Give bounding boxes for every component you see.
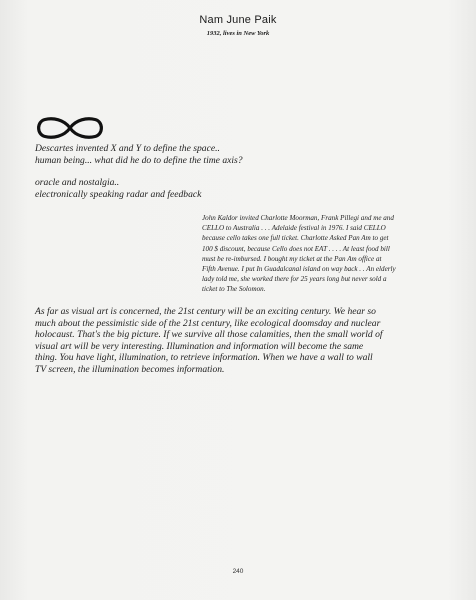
anecdote-line: Fifth Avenue. I put In Guadalcanal island on way back . . An elderly (202, 265, 396, 274)
main-text-line: As far as visual art is concerned, the 21st century will be an exciting century. We hear so (35, 306, 376, 317)
page-header (0, 13, 476, 39)
main-text-line: holocaust. That's the big picture. If we survive all those calamities, then the small world of (35, 329, 383, 341)
anecdote-line: John Kaldor invited Charlotte Moorman, Frank Pillegi and me and (202, 214, 394, 222)
anecdote-line: lady told me, she worked there for 25 years long but never sold a (202, 275, 387, 284)
anecdote-text (202, 213, 448, 295)
main-text (35, 306, 455, 376)
main-text-line: visual art will be very interesting. Illumination and information will become the same (35, 340, 364, 352)
intro-line: Descartes invented X and Y to define the space.. (35, 143, 220, 154)
anecdote-line: 100 $ discount, because Cello does not EAT . . . . At least food bill (202, 244, 390, 253)
intro-line: human being... what did he do to define the time axis? (35, 154, 243, 166)
artist-name: Nam June Paik (199, 14, 277, 26)
anecdote-line: because cello takes one full ticket. Charlotte Asked Pan Am to get (202, 234, 389, 243)
anecdote-line: must be re-imbursed. I bought my ticket at the Pan Am office at (202, 254, 382, 263)
artist-dates: 1932, lives in New York (206, 30, 270, 37)
infinity-icon (34, 116, 106, 140)
main-text-line: thing. You have light, illumination, to retrieve information. When we have a wall to wall (35, 352, 373, 364)
intro-text (35, 143, 335, 200)
main-text-line: TV screen, the illumination becomes information. (35, 363, 225, 375)
page-number: 240 (232, 568, 244, 575)
anecdote-line: CELLO to Australia . . . Adelaide festival in 1976. I said CELLO (202, 224, 386, 233)
intro-line: electronically speaking radar and feedback (35, 188, 202, 200)
main-text-line: much about the pessimistic side of the 21st century, like ecological doomsday and nuclear (35, 317, 381, 329)
anecdote-line: ticket to The Solomon. (202, 285, 266, 294)
intro-line: oracle and nostalgia.. (35, 177, 120, 188)
